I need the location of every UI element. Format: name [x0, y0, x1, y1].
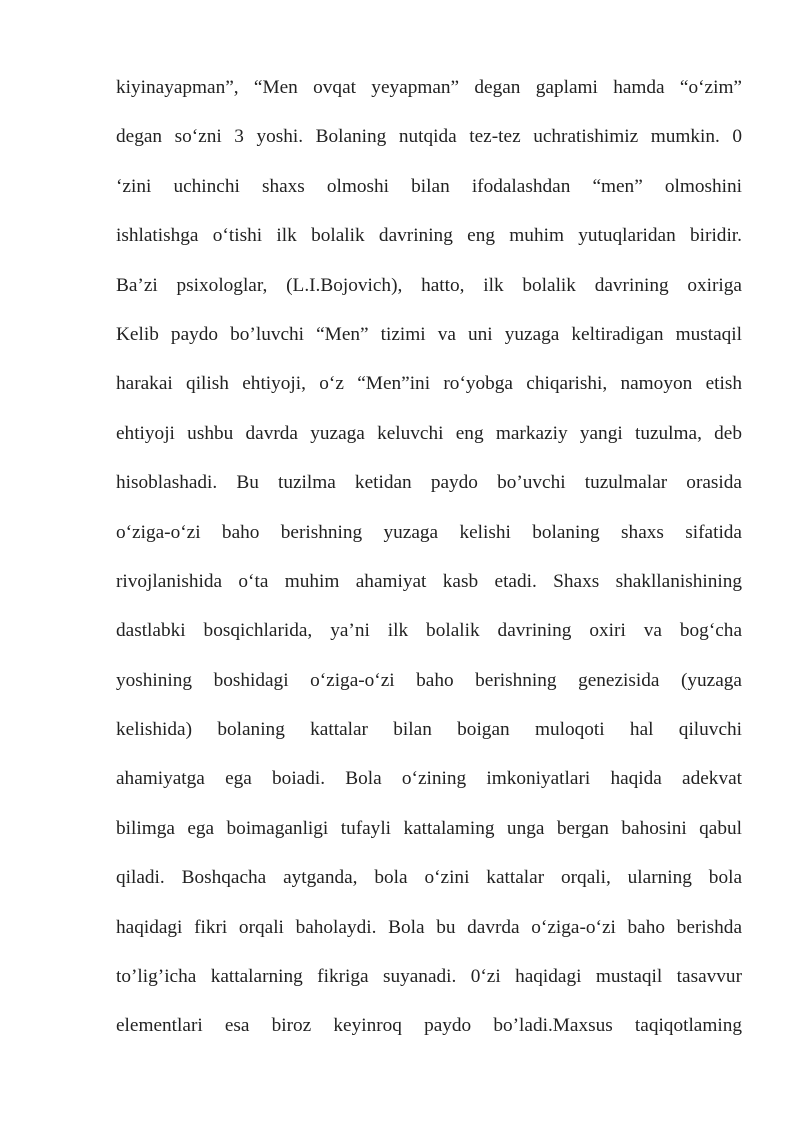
text-line: elementlari esa biroz keyinroq paydo bo’ladi.Maxsus taqiqotlaming: [116, 1015, 742, 1037]
text-line: kelishida) bolaning kattalar bilan boigan muloqoti hal qiluvchi: [116, 719, 742, 741]
text-line: kiyinayapman”, “Men ovqat yeyapman” degan gaplami hamda “o‘zim”: [116, 77, 742, 98]
text-line: rivojlanishida o‘ta muhim ahamiyat kasb etadi. Shaxs shakllanishining: [116, 570, 742, 592]
text-line: degan so‘zni 3 yoshi. Bolaning nutqida tez-tez uchratishimiz mumkin. 0: [116, 126, 742, 148]
text-line: Ba’zi psixologlar, (L.I.Bojovich), hatto, ilk bolalik davrining oxiriga: [116, 274, 742, 296]
text-line: qiladi. Boshqacha aytganda, bola o‘zini kattalar orqali, ularning bola: [116, 867, 742, 889]
text-line: o‘ziga-o‘zi baho berishning yuzaga kelishi bolaning shaxs sifatida: [116, 521, 742, 543]
text-line: hisoblashadi. Bu tuzilma ketidan paydo bo’uvchi tuzulmalar orasida: [116, 472, 742, 494]
text-line: haqidagi fikri orqali baholaydi. Bola bu davrda o‘ziga-o‘zi baho berishda: [116, 916, 742, 938]
text-line: ehtiyoji ushbu davrda yuzaga keluvchi eng markaziy yangi tuzulma, deb: [116, 422, 742, 444]
text-line: dastlabki bosqichlarida, ya’ni ilk bolalik davrining oxiri va bog‘cha: [116, 620, 742, 642]
text-line: bilimga ega boimaganligi tufayli kattalaming unga bergan bahosini qabul: [116, 817, 742, 839]
body-text: [116, 68, 742, 1056]
text-line: Kelib paydo bo’luvchi “Men” tizimi va uni yuzaga keltiradigan mustaqil: [116, 323, 742, 345]
text-line: harakai qilish ehtiyoji, o‘z “Men”ini ro‘yobga chiqarishi, namoyon etish: [116, 373, 742, 395]
text-line: ahamiyatga ega boiadi. Bola o‘zining imkoniyatlari haqida adekvat: [116, 768, 742, 790]
text-line: yoshining boshidagi o‘ziga-o‘zi baho berishning genezisida (yuzaga: [116, 669, 742, 691]
text-line: ‘zini uchinchi shaxs olmoshi bilan ifodalashdan “men” olmoshini: [116, 175, 742, 197]
text-line: to’lig’icha kattalarning fikriga suyanadi. 0‘zi haqidagi mustaqil tasavvur: [116, 966, 742, 988]
text-line: ishlatishga o‘tishi ilk bolalik davrining eng muhim yutuqlaridan biridir.: [116, 225, 742, 247]
